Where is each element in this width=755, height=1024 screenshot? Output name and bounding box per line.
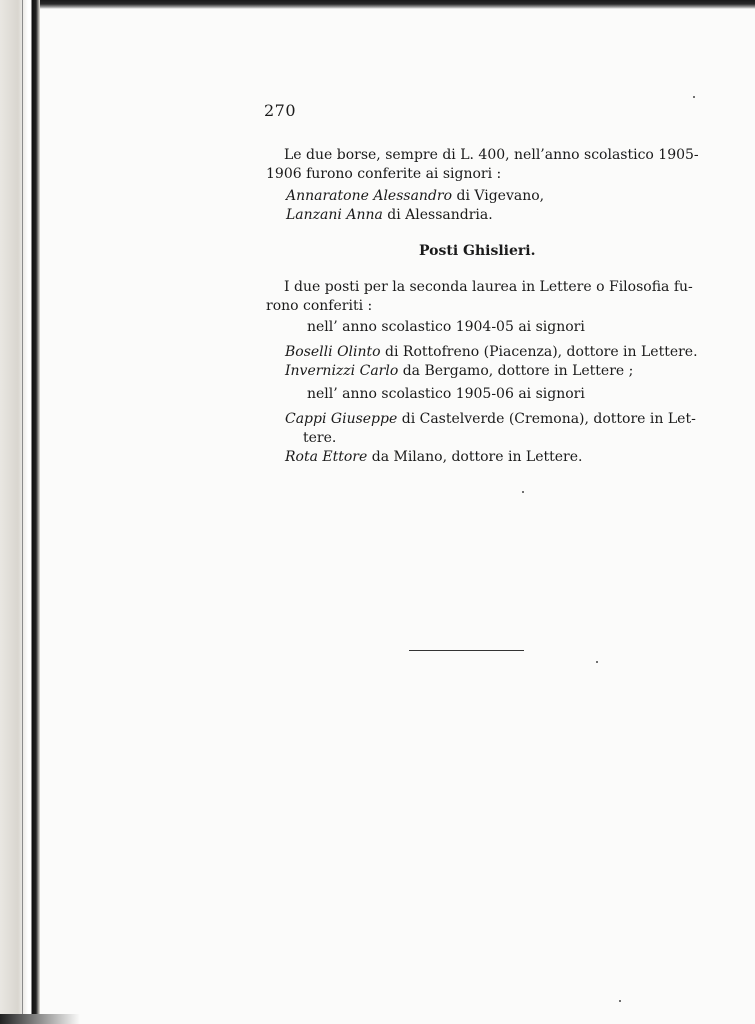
paragraph-line: 1906 furono conferite ai signori : xyxy=(266,166,502,182)
recipient-detail: da Milano, dottore in Lettere. xyxy=(367,449,583,465)
section-heading: Posti Ghislieri. xyxy=(419,243,536,259)
gutter-line xyxy=(22,0,23,1024)
school-year-1905: nell’ anno scolastico 1905-06 ai signori xyxy=(307,386,585,402)
recipient-name: Annaratone Alessandro xyxy=(286,188,453,204)
paragraph-line: Le due borse, sempre di L. 400, nell’anno scolastico 1905- xyxy=(284,147,699,163)
paragraph-line: I due posti per la seconda laurea in Lettere o Filosofia fu- xyxy=(284,279,693,295)
scan-speck xyxy=(619,1000,621,1002)
recipient-line xyxy=(285,343,698,362)
recipients-list-1 xyxy=(286,187,544,225)
recipient-line xyxy=(286,187,544,206)
recipients-list-3 xyxy=(285,410,696,467)
paragraph-borse xyxy=(266,146,699,184)
recipient-line xyxy=(286,206,544,225)
recipient-name: Cappi Giuseppe xyxy=(285,411,398,427)
recipient-line xyxy=(285,448,696,467)
paragraph-posti xyxy=(266,278,693,316)
page-number: 270 xyxy=(264,101,297,120)
recipient-line xyxy=(285,410,696,429)
recipient-line xyxy=(285,362,698,381)
recipient-detail: da Bergamo, dottore in Lettere ; xyxy=(398,363,634,379)
recipient-name: Invernizzi Carlo xyxy=(285,363,399,379)
scan-speck xyxy=(522,491,524,493)
top-page-edge xyxy=(40,0,755,9)
recipient-name: Boselli Olinto xyxy=(285,344,381,360)
recipient-name: Rota Ettore xyxy=(285,449,368,465)
school-year-1904: nell’ anno scolastico 1904-05 ai signori xyxy=(307,319,585,335)
scan-speck xyxy=(693,96,695,98)
end-rule xyxy=(409,650,524,651)
scan-speck xyxy=(596,661,598,663)
paragraph-line: rono conferiti : xyxy=(266,298,373,314)
recipient-continuation: tere. xyxy=(303,430,337,446)
book-binding-gutter xyxy=(0,0,40,1024)
recipient-detail: di Vigevano, xyxy=(452,188,545,204)
recipient-detail: di Rottofreno (Piacenza), dottore in Lettere. xyxy=(380,344,698,360)
recipient-name: Lanzani Anna xyxy=(286,207,383,223)
bottom-page-edge xyxy=(0,1014,80,1024)
recipient-detail: di Alessandria. xyxy=(382,207,493,223)
recipient-detail: di Castelverde (Cremona), dottore in Let- xyxy=(397,411,696,427)
recipients-list-2 xyxy=(285,343,698,381)
